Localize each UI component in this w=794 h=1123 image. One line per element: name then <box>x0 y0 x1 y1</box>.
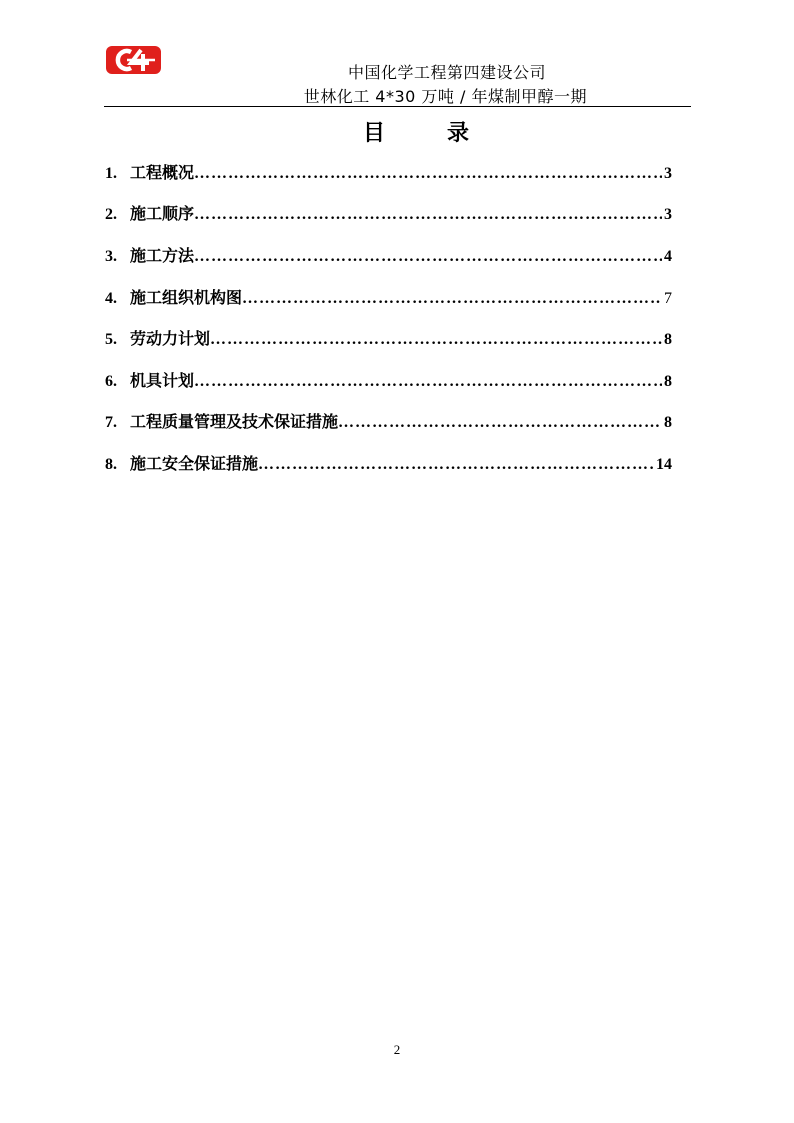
toc-entry-page: 8 <box>664 331 672 348</box>
toc-entry-label: 工程质量管理及技术保证措施 <box>130 412 339 431</box>
toc-entry-8[interactable] <box>105 451 672 473</box>
toc-leader-dots <box>338 414 662 432</box>
toc-title-char-1: 目 <box>363 121 386 146</box>
toc-entry-label: 施工顺序 <box>130 204 195 223</box>
toc-entry-number: 8. <box>105 456 117 473</box>
toc-entry-number: 2. <box>105 206 117 223</box>
toc-entry-number: 5. <box>105 331 117 348</box>
toc-entry-4[interactable] <box>105 285 672 307</box>
toc-entry-number: 4. <box>105 290 117 307</box>
toc-leader-dots <box>258 456 654 474</box>
toc-entry-page: 14 <box>656 456 672 473</box>
company-logo <box>105 45 162 75</box>
toc-entry-page: 8 <box>664 373 672 390</box>
toc-entry-page: 8 <box>664 414 672 431</box>
toc-leader-dots <box>194 373 662 391</box>
toc-entry-number: 6. <box>105 373 117 390</box>
toc-entry-page: 4 <box>664 248 672 265</box>
header-project: 世林化工 4*30 万吨 / 年煤制甲醇一期 <box>303 87 587 106</box>
toc-entry-7[interactable] <box>105 409 672 431</box>
toc-entry-label: 施工安全保证措施 <box>130 454 259 473</box>
toc-entry-page: 3 <box>664 206 672 223</box>
toc-entry-number: 7. <box>105 414 117 431</box>
toc-leader-dots <box>194 248 662 266</box>
toc-entry-page: 7 <box>664 290 672 307</box>
toc-entry-label: 工程概况 <box>130 163 195 182</box>
toc-leader-dots <box>242 290 662 308</box>
toc-entry-5[interactable] <box>105 326 672 348</box>
header-company: 中国化学工程第四建设公司 <box>347 63 546 82</box>
page-number: 2 <box>393 1042 401 1057</box>
toc-entry-page: 3 <box>664 165 672 182</box>
toc-entry-number: 3. <box>105 248 117 265</box>
toc-entry-3[interactable] <box>105 243 672 265</box>
toc-entry-label: 施工方法 <box>130 246 195 265</box>
toc-entry-1[interactable] <box>105 160 672 182</box>
toc-entry-6[interactable] <box>105 368 672 390</box>
toc-entry-label: 劳动力计划 <box>130 329 211 348</box>
toc-title-char-2: 录 <box>447 121 470 146</box>
toc-entry-label: 机具计划 <box>130 371 195 390</box>
toc-leader-dots <box>194 206 662 224</box>
toc-leader-dots <box>210 331 662 349</box>
toc-entry-label: 施工组织机构图 <box>130 288 243 307</box>
toc-title <box>363 116 470 147</box>
header-divider <box>104 106 691 107</box>
toc-entry-2[interactable] <box>105 201 672 223</box>
toc-entry-number: 1. <box>105 165 117 182</box>
toc-leader-dots <box>194 165 662 183</box>
